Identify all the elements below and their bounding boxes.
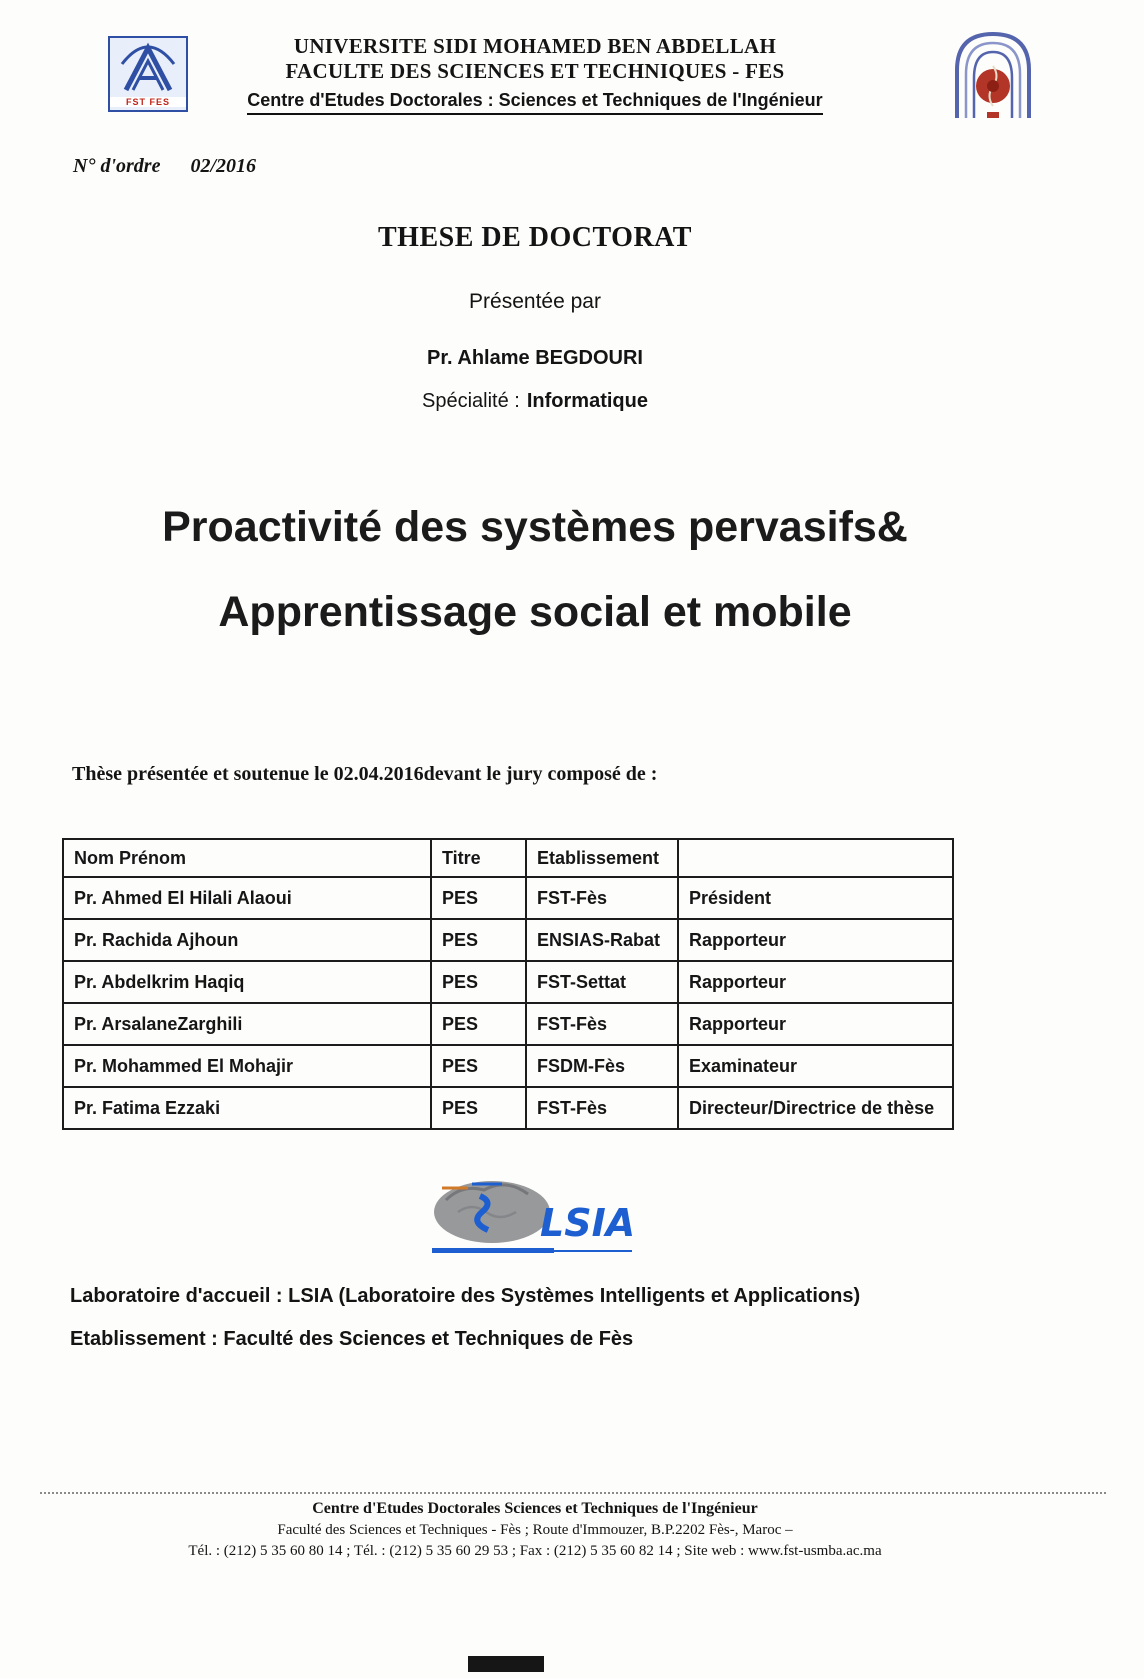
specialty-line (0, 390, 1070, 413)
university-seal-icon (951, 28, 1035, 118)
author-name: Pr. Ahlame BEGDOURI (427, 347, 643, 369)
jury-title: PES (431, 1087, 526, 1129)
col-header-etablissement: Etablissement (526, 839, 678, 877)
jury-table-header-row (63, 839, 953, 877)
table-row (63, 919, 953, 961)
col-header-titre: Titre (431, 839, 526, 877)
jury-institution: FST-Settat (526, 961, 678, 1003)
jury-role: Rapporteur (678, 961, 953, 1003)
header-text-block (0, 34, 1070, 115)
table-row (63, 1087, 953, 1129)
jury-name: Pr. ArsalaneZarghili (63, 1003, 431, 1045)
host-lab-line: Laboratoire d'accueil : LSIA (Laboratoire des Systèmes Intelligents et Applications) (70, 1285, 861, 1307)
doctoral-center-line: Centre d'Etudes Doctorales : Sciences et Techniques de l'Ingénieur (0, 90, 1070, 115)
defense-statement: Thèse présentée et soutenue le 02.04.2016devant le jury composé de : (72, 763, 658, 785)
jury-name: Pr. Abdelkrim Haqiq (63, 961, 431, 1003)
jury-institution: FST-Fès (526, 1087, 678, 1129)
svg-text:LSIA: LSIA (540, 1201, 636, 1245)
jury-title: PES (431, 919, 526, 961)
jury-role: Rapporteur (678, 1003, 953, 1045)
jury-institution: FST-Fès (526, 1003, 678, 1045)
order-number-value: 02/2016 (190, 155, 257, 177)
jury-title: PES (431, 877, 526, 919)
jury-name: Pr. Mohammed El Mohajir (63, 1045, 431, 1087)
jury-role: Rapporteur (678, 919, 953, 961)
jury-role: Président (678, 877, 953, 919)
table-row (63, 961, 953, 1003)
jury-title: PES (431, 961, 526, 1003)
jury-role: Examinateur (678, 1045, 953, 1087)
scan-artifact-bar (468, 1656, 544, 1672)
footer-divider (40, 1492, 1106, 1494)
footer-center-name: Centre d'Etudes Doctorales Sciences et Techniques de l'Ingénieur (312, 1500, 758, 1517)
jury-institution: FSDM-Fès (526, 1045, 678, 1087)
jury-role: Directeur/Directrice de thèse (678, 1087, 953, 1129)
fst-logo-caption: FST FES (110, 97, 186, 107)
jury-table (62, 838, 954, 1130)
establishment-line: Etablissement : Faculté des Sciences et Techniques de Fès (70, 1328, 634, 1350)
presented-by-label: Présentée par (469, 290, 601, 313)
order-number-label: N° d'ordre (73, 155, 161, 177)
table-row (63, 877, 953, 919)
table-row (63, 1045, 953, 1087)
thesis-title-line-2: Apprentissage social et mobile (218, 588, 852, 636)
thesis-title-line-1: Proactivité des systèmes pervasifs& (162, 503, 908, 551)
university-name: UNIVERSITE SIDI MOHAMED BEN ABDELLAH (293, 34, 777, 58)
order-number-line (73, 155, 256, 178)
table-row (63, 1003, 953, 1045)
jury-name: Pr. Rachida Ajhoun (63, 919, 431, 961)
jury-title: PES (431, 1003, 526, 1045)
jury-name: Pr. Ahmed El Hilali Alaoui (63, 877, 431, 919)
col-header-role (678, 839, 953, 877)
jury-institution: FST-Fès (526, 877, 678, 919)
lsia-logo-icon (428, 1168, 642, 1260)
jury-title: PES (431, 1045, 526, 1087)
col-header-nom-prenom: Nom Prénom (63, 839, 431, 877)
lsia-logo (0, 1168, 1070, 1265)
thesis-heading: THESE DE DOCTORAT (378, 222, 692, 253)
jury-name: Pr. Fatima Ezzaki (63, 1087, 431, 1129)
footer-address: Faculté des Sciences et Techniques - Fès ; Route d'Immouzer, B.P.2202 Fès-, Maroc – (277, 1522, 793, 1538)
specialty-label: Spécialité : (422, 390, 520, 412)
faculty-name: FACULTE DES SCIENCES ET TECHNIQUES - FES (285, 59, 785, 83)
footer-contacts: Tél. : (212) 5 35 60 80 14 ; Tél. : (212) 5 35 60 29 53 ; Fax : (212) 5 35 60 82 14 ; Site web : www.fst-usmba.ac.ma (188, 1543, 882, 1559)
specialty-value: Informatique (526, 390, 648, 412)
jury-institution: ENSIAS-Rabat (526, 919, 678, 961)
